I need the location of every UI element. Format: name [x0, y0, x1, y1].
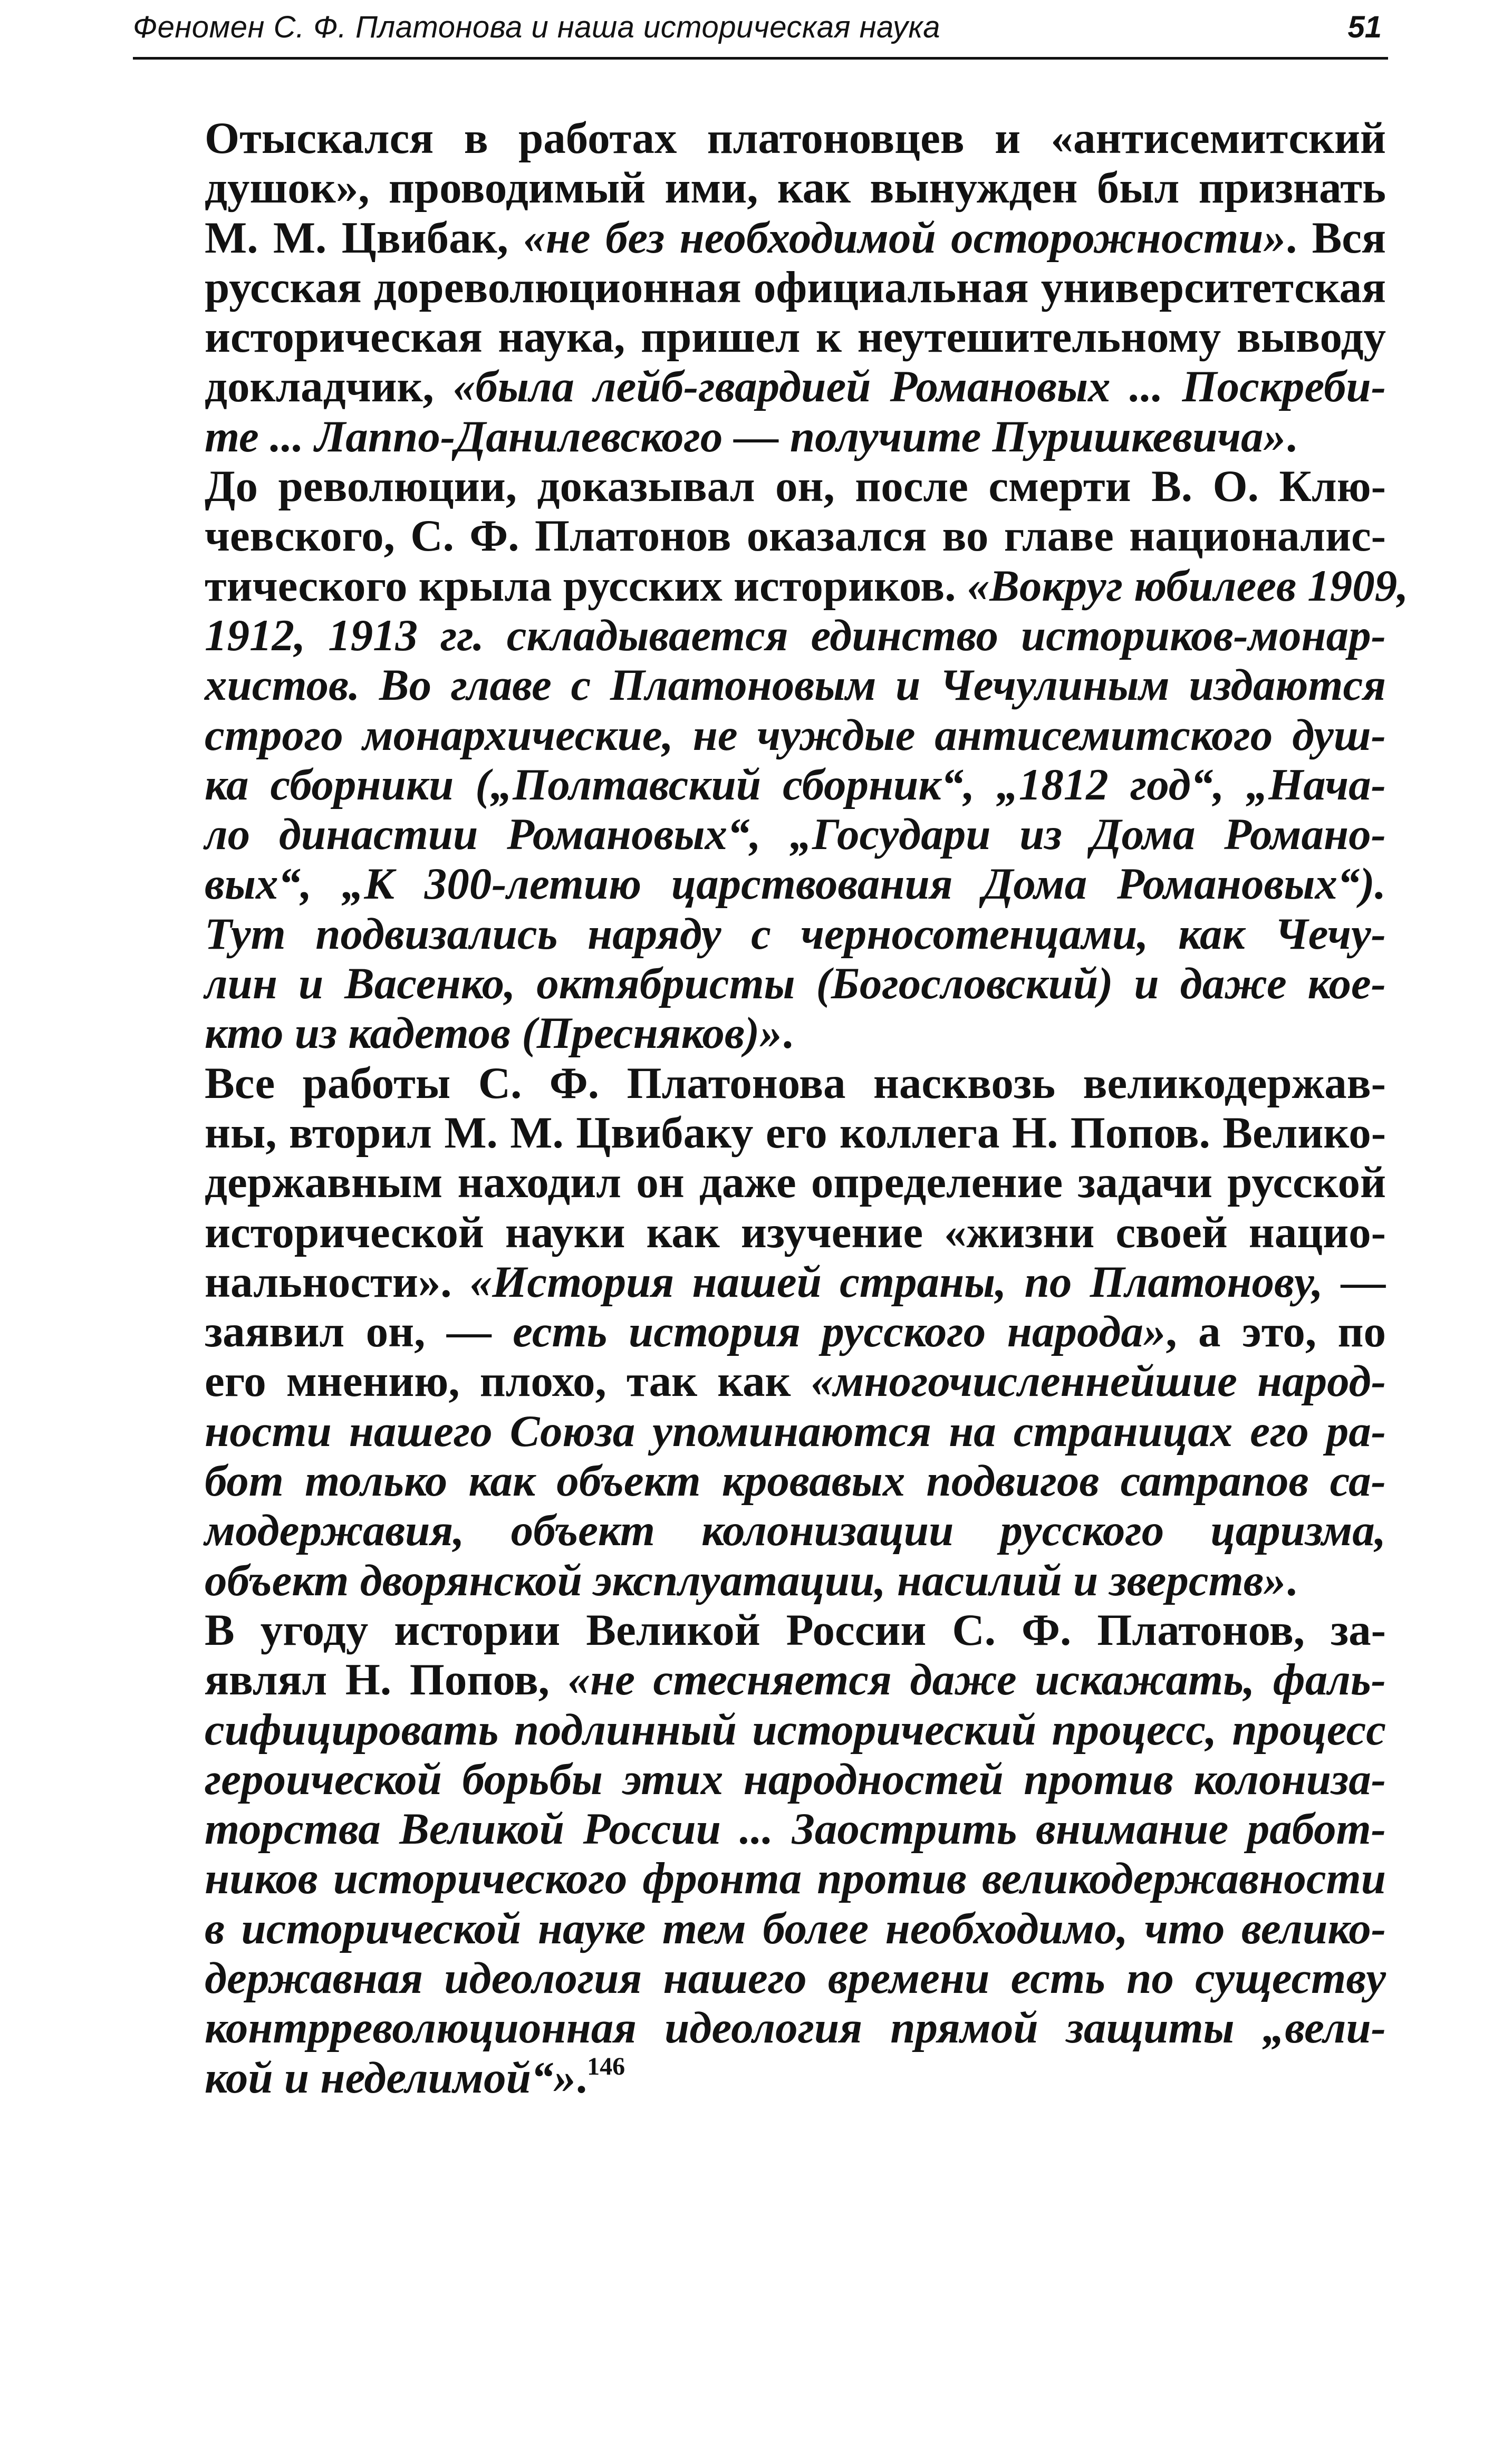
- text-line: [205, 263, 1386, 312]
- text-line: [205, 859, 1386, 909]
- quote-italic: ников исторического фронта против великодержавности: [205, 1854, 1386, 1904]
- quote-italic: хистов. Во главе с Платоновым и Чечулиным издаются: [205, 660, 1386, 710]
- footnote-ref: 146: [587, 2052, 625, 2080]
- text-line: [205, 1356, 1386, 1406]
- paragraph: [205, 1605, 1386, 2103]
- quote-italic: сифицировать подлинный исторический процесс, процесс: [205, 1704, 1386, 1755]
- quote-italic: модержавия, объект колонизации русского царизма,: [205, 1506, 1386, 1556]
- text-run: чевского, С. Ф. Платонов оказался во главе националис-: [205, 511, 1386, 561]
- text-line: [205, 959, 1386, 1008]
- text-run: .: [1286, 411, 1297, 461]
- quote-italic: «многочисленнейшие народ-: [811, 1356, 1386, 1406]
- text-line: [205, 213, 1386, 263]
- text-run: историческая наука, пришел к неутешительному выводу: [205, 312, 1386, 362]
- quote-italic: героической борьбы этих народностей против колониза-: [205, 1754, 1386, 1804]
- text-run: исторической науки как изучение «жизни своей нацио-: [205, 1207, 1386, 1257]
- quote-italic: «Вокруг юбилеев 1909,: [967, 561, 1409, 611]
- running-header: [133, 5, 1388, 60]
- text-run: М. М. Цвибак,: [205, 213, 524, 263]
- quote-italic: вых“, „К 300-летию царствования Дома Романовых“).: [205, 859, 1386, 909]
- text-line: [205, 1108, 1386, 1158]
- text-line: [205, 710, 1386, 760]
- text-line: [205, 461, 1386, 511]
- text-line: [205, 1854, 1386, 1903]
- text-run: заявил он, —: [205, 1307, 513, 1357]
- text-run: державным находил он даже определение задачи русской: [205, 1158, 1386, 1208]
- text-run: До революции, доказывал он, после смерти В. О. Клю-: [205, 461, 1386, 512]
- text-line: [205, 1506, 1386, 1555]
- page-number: 51: [1347, 10, 1382, 44]
- text-line: [205, 1705, 1386, 1755]
- text-run: .: [575, 2052, 588, 2103]
- text-line: [205, 362, 1386, 411]
- quote-italic: есть история русского народа»: [513, 1307, 1166, 1357]
- text-line: [205, 1655, 1386, 1704]
- text-line: [205, 561, 1409, 611]
- text-run: ны, вторил М. М. Цвибаку его коллега Н. Попов. Велико-: [205, 1107, 1386, 1158]
- quote-italic: «История нашей страны, по Платонову, —: [469, 1257, 1386, 1307]
- text-line: [205, 511, 1386, 561]
- quote-italic: ности нашего Союза упоминаются на страницах его ра-: [205, 1406, 1386, 1456]
- quote-italic: кто из кадетов (Пресняков)»: [205, 1008, 782, 1058]
- paragraph: [205, 1058, 1386, 1605]
- text-line: [205, 760, 1386, 810]
- quote-italic: торства Великой России ... Заострить внимание работ-: [205, 1804, 1386, 1854]
- quote-italic: те ... Лаппо-Данилевского — получите Пуришкевича»: [205, 411, 1286, 461]
- text-run: его мнению, плохо, так как: [205, 1356, 811, 1406]
- quote-italic: в исторической науке тем более необходимо, что велико-: [205, 1903, 1386, 1953]
- body-text: [205, 113, 1409, 2103]
- text-run: являл Н. Попов,: [205, 1655, 568, 1705]
- quote-italic: державная идеология нашего времени есть по существу: [205, 1953, 1386, 2003]
- text-line: [205, 810, 1386, 859]
- text-run: Отыскался в работах платоновцев и «антисемитский: [205, 113, 1386, 163]
- text-line: [205, 1208, 1386, 1257]
- quote-italic: лин и Васенко, октябристы (Богословский) и даже кое-: [205, 959, 1386, 1009]
- quote-italic: ка сборники („Полтавский сборник“, „1812 год“, „Нача-: [205, 759, 1386, 810]
- text-run: душок», проводимый ими, как вынужден был признать: [205, 163, 1386, 213]
- quote-italic: «не без необходимой осторожности»: [523, 213, 1286, 263]
- text-line: [205, 1556, 1386, 1605]
- text-line: [205, 660, 1386, 710]
- quote-italic: Тут подвизались наряду с черносотенцами, как Чечу-: [205, 909, 1386, 959]
- text-run: . Вся: [1285, 213, 1386, 263]
- quote-italic: бот только как объект кровавых подвигов сатрапов са-: [205, 1456, 1386, 1506]
- text-line: [205, 113, 1386, 163]
- text-line: [205, 2053, 1386, 2103]
- text-line: [205, 1257, 1386, 1307]
- text-line: [205, 1605, 1386, 1655]
- quote-italic: объект дворянской эксплуатации, насилий и зверств»: [205, 1555, 1286, 1605]
- text-line: [205, 1158, 1386, 1207]
- quote-italic: «была лейб-гвардией Романовых ... Поскреби-: [452, 362, 1386, 412]
- paragraph: [205, 113, 1386, 461]
- text-run: русская дореволюционная официальная университетская: [205, 262, 1386, 312]
- text-line: [205, 1804, 1386, 1854]
- quote-italic: 1912, 1913 гг. складывается единство историков-монар-: [205, 610, 1386, 660]
- text-line: [205, 312, 1386, 362]
- quote-italic: «не стесняется даже искажать, фаль-: [567, 1655, 1386, 1705]
- paragraph: [205, 461, 1409, 1058]
- quote-italic: контрреволюционная идеология прямой защиты „вели-: [205, 2003, 1386, 2053]
- text-run: тического крыла русских историков.: [205, 561, 967, 611]
- text-line: [205, 2003, 1386, 2052]
- text-line: [205, 1307, 1386, 1356]
- text-line: [205, 611, 1386, 660]
- text-line: [205, 412, 1386, 461]
- text-line: [205, 1456, 1386, 1506]
- text-line: [205, 1755, 1386, 1804]
- text-line: [205, 1008, 1386, 1058]
- text-line: [205, 909, 1386, 959]
- text-line: [205, 1953, 1386, 2003]
- text-run: .: [782, 1008, 793, 1058]
- quote-italic: ло династии Романовых“, „Государи из Дома Романо-: [205, 810, 1386, 860]
- text-line: [205, 1406, 1386, 1456]
- text-run: нальности».: [205, 1257, 470, 1307]
- text-run: , а это, по: [1166, 1307, 1386, 1357]
- text-run: .: [1286, 1555, 1297, 1605]
- text-line: [205, 1058, 1386, 1108]
- running-title: Феномен С. Ф. Платонова и наша историческая наука: [133, 10, 940, 44]
- quote-italic: кой и неделимой“»: [205, 2052, 576, 2103]
- text-line: [205, 1904, 1386, 1953]
- text-line: [205, 163, 1386, 213]
- quote-italic: строго монархические, не чуждые антисемитского душ-: [205, 710, 1386, 760]
- text-run: докладчик,: [205, 362, 453, 412]
- text-run: Все работы С. Ф. Платонова насквозь великодержав-: [205, 1058, 1386, 1108]
- text-run: В угоду истории Великой России С. Ф. Платонов, за-: [205, 1605, 1386, 1655]
